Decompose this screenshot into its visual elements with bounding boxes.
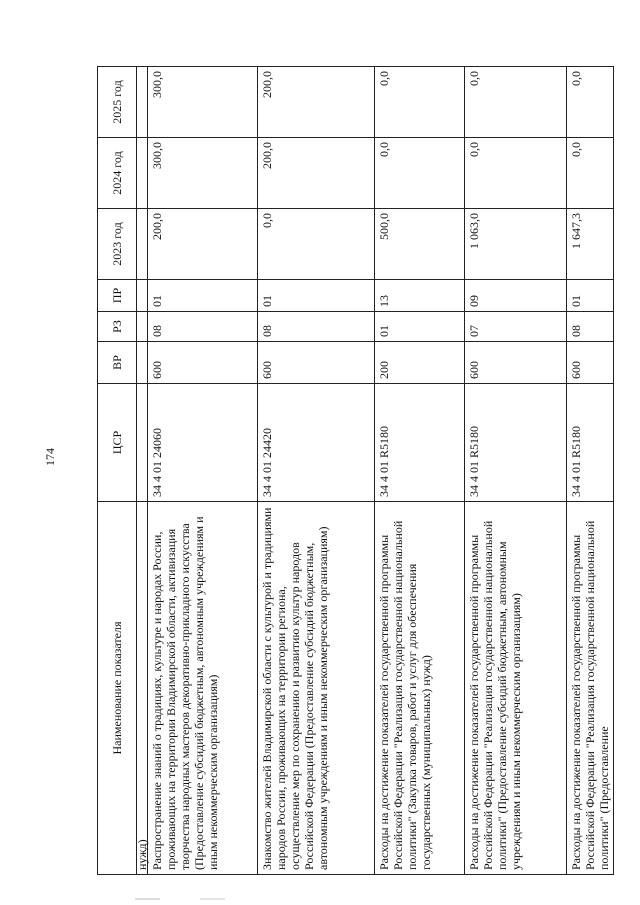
row-pr: 01 <box>148 280 258 312</box>
empty-cell <box>137 209 148 280</box>
table-row <box>148 67 258 875</box>
header-pr: ПР <box>98 280 137 312</box>
row-vr: 600 <box>567 342 614 384</box>
row-csr: 34 4 01 24420 <box>258 384 375 502</box>
empty-cell <box>137 384 148 502</box>
empty-cell <box>137 312 148 342</box>
header-name: Наименование показателя <box>98 502 137 875</box>
row-csr: 34 4 01 R5180 <box>465 384 567 502</box>
table-row <box>258 67 375 875</box>
row-name: Расходы на достижение показателей государственной программы Российской Федерации "Реализация государственной национальной политики" (Предоставление <box>567 502 614 875</box>
row-vr: 600 <box>148 342 258 384</box>
row-name: Знакомство жителей Владимирской области с культурой и традициями народов России, проживающих на территории региона, осуществление мер по сохранению и развитию культур народов Российской Федерации (Предоставление субсидий бюджетным, автономным учреждениям и иным некоммерческим организациям) <box>258 502 375 875</box>
row-2025: 0,0 <box>567 67 614 138</box>
row-2024: 300,0 <box>148 138 258 209</box>
header-2025: 2025 год <box>98 67 137 138</box>
row-2024: 200,0 <box>258 138 375 209</box>
row-2023: 500,0 <box>375 209 465 280</box>
row-2024: 0,0 <box>375 138 465 209</box>
header-2023: 2023 год <box>98 209 137 280</box>
row-csr: 34 4 01 24060 <box>148 384 258 502</box>
row-2025: 300,0 <box>148 67 258 138</box>
row-vr: 600 <box>258 342 375 384</box>
continuation-row <box>137 67 148 875</box>
row-name: Расходы на достижение показателей государственной программы Российской Федерации "Реализация государственной национальной политики" (Предоставление субсидий бюджетным, автономным учреждениям и иным некоммерческим организациям) <box>465 502 567 875</box>
row-2023: 1 647,3 <box>567 209 614 280</box>
row-2023: 200,0 <box>148 209 258 280</box>
continuation-text: нужд) <box>137 502 148 875</box>
row-rz: 08 <box>567 312 614 342</box>
empty-cell <box>137 67 148 138</box>
row-2024: 0,0 <box>465 138 567 209</box>
row-2025: 0,0 <box>465 67 567 138</box>
row-rz: 08 <box>258 312 375 342</box>
row-rz: 07 <box>465 312 567 342</box>
header-rz: РЗ <box>98 312 137 342</box>
page-number: 174 <box>43 448 57 466</box>
row-pr: 13 <box>375 280 465 312</box>
header-2024: 2024 год <box>98 138 137 209</box>
row-name: Распространение знаний о традициях, культуре и народах России, проживающих на территории Владимирской области, активизация творчества народных мастеров декоративно-прикладного искусства (Предоставление субсидий бюджетным, автономным учреждениям и иным некоммерческим организациям) <box>148 502 258 875</box>
row-rz: 01 <box>375 312 465 342</box>
budget-table-rotated <box>97 67 611 875</box>
header-vr: ВР <box>98 342 137 384</box>
row-2023: 1 063,0 <box>465 209 567 280</box>
row-2025: 200,0 <box>258 67 375 138</box>
empty-cell <box>137 138 148 209</box>
row-rz: 08 <box>148 312 258 342</box>
budget-table <box>97 66 614 875</box>
row-csr: 34 4 01 R5180 <box>375 384 465 502</box>
table-row <box>375 67 465 875</box>
header-row <box>98 67 137 875</box>
row-name: Расходы на достижение показателей государственной программы Российской Федерации "Реализация государственной национальной политики" (Закупка товаров, работ и услуг для обеспечения государственных (муниципальных) нужд) <box>375 502 465 875</box>
row-pr: 01 <box>567 280 614 312</box>
table-row <box>465 67 567 875</box>
table-row <box>567 67 614 875</box>
row-2023: 0,0 <box>258 209 375 280</box>
empty-cell <box>137 342 148 384</box>
row-2025: 0,0 <box>375 67 465 138</box>
row-pr: 01 <box>258 280 375 312</box>
row-vr: 200 <box>375 342 465 384</box>
row-csr: 34 4 01 R5180 <box>567 384 614 502</box>
row-2024: 0,0 <box>567 138 614 209</box>
row-pr: 09 <box>465 280 567 312</box>
empty-cell <box>137 280 148 312</box>
header-csr: ЦСР <box>98 384 137 502</box>
row-vr: 600 <box>465 342 567 384</box>
